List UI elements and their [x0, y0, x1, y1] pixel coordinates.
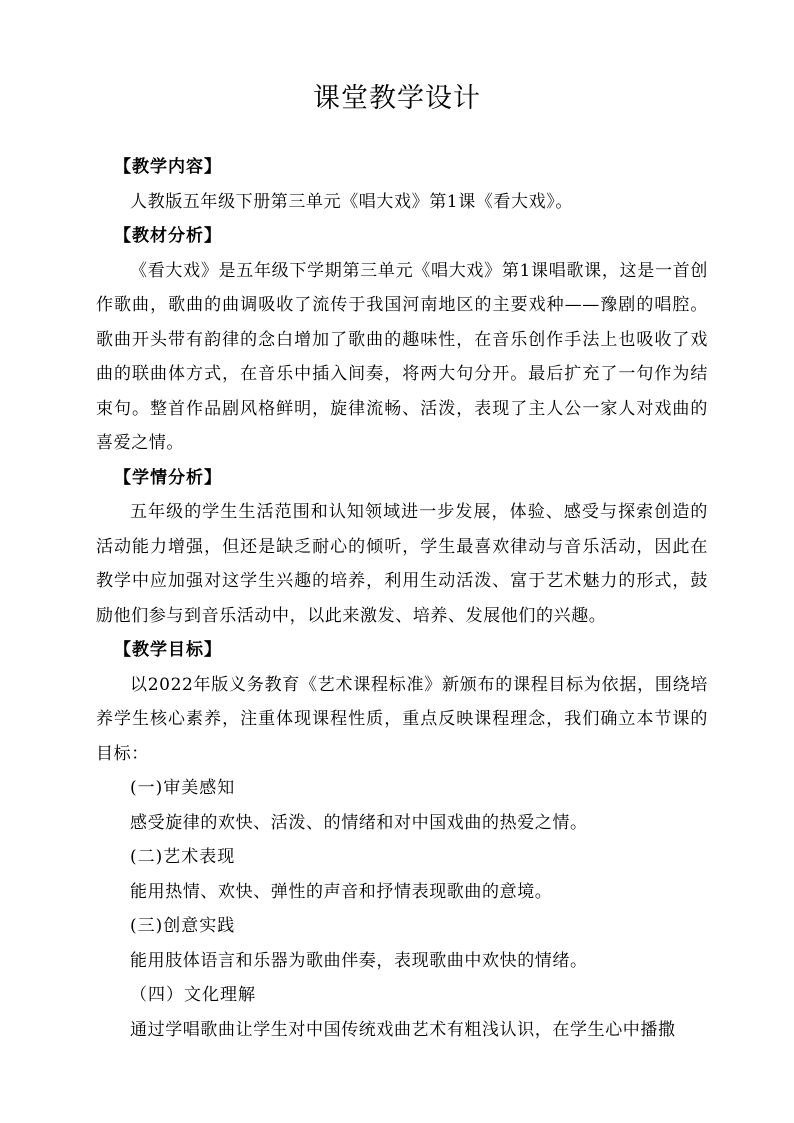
document-body: [96, 150, 708, 1047]
page-title: 课堂教学设计: [313, 83, 481, 114]
goal-text-expression: 能用热情、欢快、弹性的声音和抒情表现歌曲的意境。: [130, 881, 553, 902]
goal-text-practice: 能用肢体语言和乐器为歌曲伴奏，表现歌曲中欢快的情绪。: [130, 950, 588, 971]
students-paragraph: 五年级的学生生活范围和认知领域进一步发展，体验、感受与探索创造的活动能力增强，但还是缺乏耐心的倾听，学生最喜欢律动与音乐活动，因此在教学中应加强对这学生兴趣的培养，利用生动活泼、富于艺术魅力的形式，鼓励他们参与到音乐活动中，以此来激发、培养、发展他们的兴趣。: [96, 502, 708, 626]
material-paragraph: 《看大戏》是五年级下学期第三单元《唱大戏》第1课唱歌课，这是一首创作歌曲，歌曲的曲调吸收了流传于我国河南地区的主要戏种——豫剧的唱腔。歌曲开头带有韵律的念白增加了歌曲的趣味性，在音乐创作手法上也吸收了戏曲的联曲体方式，在音乐中插入间奏，将两大句分开。最后扩充了一句作为结束句。整首作品剧风格鲜明，旋律流畅、活泼，表现了主人公一家人对戏曲的喜爱之情。: [96, 260, 708, 453]
section-heading-goals: 【教学目标】: [114, 640, 222, 660]
goal-label-practice: (三)创意实践: [130, 916, 236, 936]
goal-label-aesthetic: (一)审美感知: [130, 778, 236, 798]
content-paragraph: 人教版五年级下册第三单元《唱大戏》第1课《看大戏》。: [130, 191, 573, 212]
goal-text-culture: 通过学唱歌曲让学生对中国传统戏曲艺术有粗浅认识，在学生心中播撒: [130, 1019, 676, 1040]
section-heading-content: 【教学内容】: [114, 157, 222, 177]
section-heading-material: 【教材分析】: [114, 226, 222, 246]
goal-label-culture: （四）文化理解: [130, 985, 256, 1005]
goals-intro-paragraph: 以2022年版义务教育《艺术课程标准》新颁布的课程目标为依据，围绕培养学生核心素养，注重体现课程性质，重点反映课程理念，我们确立本节课的目标：: [96, 674, 708, 764]
section-heading-students: 【学情分析】: [114, 467, 222, 488]
goal-label-expression: (二)艺术表现: [130, 847, 236, 867]
goal-text-aesthetic: 感受旋律的欢快、活泼、的情绪和对中国戏曲的热爱之情。: [130, 812, 588, 833]
